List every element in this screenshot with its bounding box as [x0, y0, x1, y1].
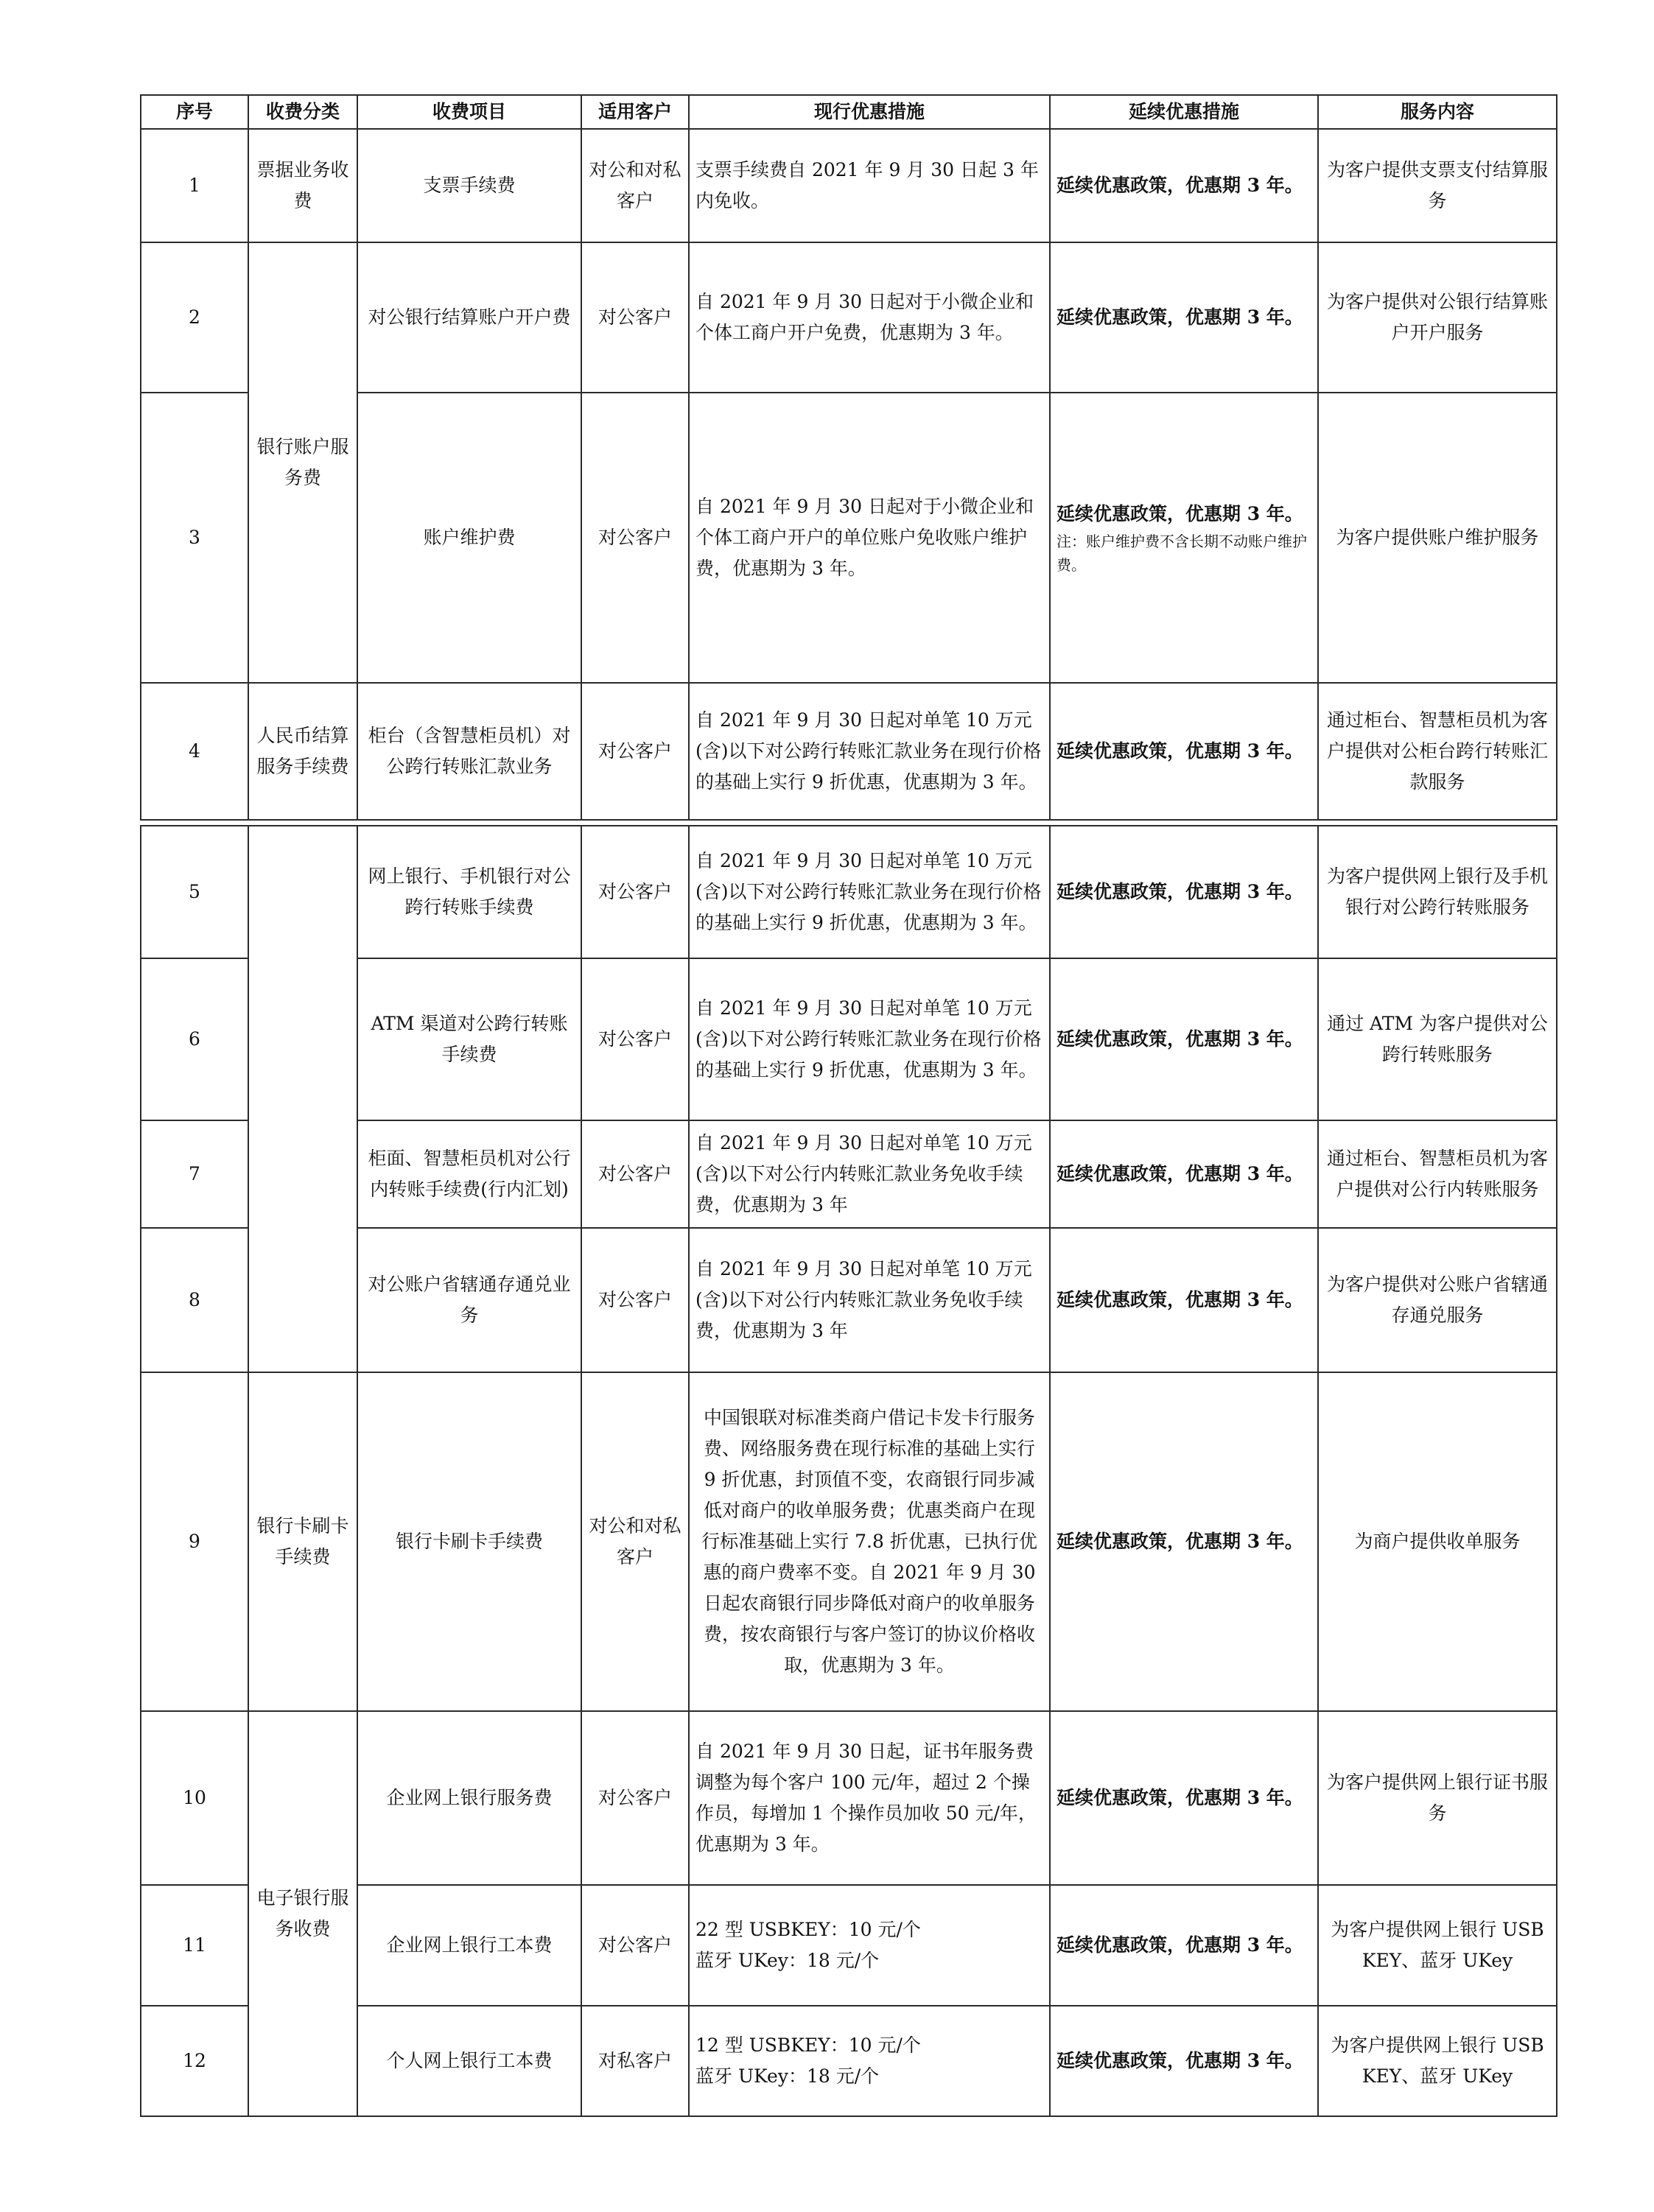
row-item: 柜面、智慧柜员机对公行内转账手续费(行内汇划): [357, 1120, 581, 1228]
row-current: 自 2021 年 9 月 30 日起对于小微企业和个体工商户开户的单位账户免收账户维护费，优惠期为 3 年。: [689, 393, 1050, 683]
row-customer: 对公客户: [581, 1228, 689, 1372]
row-service: 为客户提供对公银行结算账户开户服务: [1318, 242, 1557, 393]
row-extended: 延续优惠政策，优惠期 3 年。: [1050, 129, 1318, 242]
row-seq: 1: [141, 129, 248, 242]
table-row: [141, 1372, 1557, 1711]
fee-table-part-3: [140, 1372, 1557, 2117]
row-service: 为客户提供网上银行 USBKEY、蓝牙 UKey: [1318, 2006, 1557, 2116]
row-category: 银行卡刷卡手续费: [248, 1372, 357, 1711]
row-item: 对公账户省辖通存通兑业务: [357, 1228, 581, 1372]
table-row: [141, 242, 1557, 393]
row-service: 为商户提供收单服务: [1318, 1372, 1557, 1711]
table-row: [141, 129, 1557, 242]
row-seq: 8: [141, 1228, 248, 1372]
row-item: 银行卡刷卡手续费: [357, 1372, 581, 1711]
row-current: 支票手续费自 2021 年 9 月 30 日起 3 年内免收。: [689, 129, 1050, 242]
row-current: 自 2021 年 9 月 30 日起对单笔 10 万元(含)以下对公跨行转账汇款业务在现行价格的基础上实行 9 折优惠，优惠期为 3 年。: [689, 826, 1050, 958]
row-current-line: 12 型 USBKEY：10 元/个: [695, 2034, 921, 2056]
row-service: 通过柜台、智慧柜员机为客户提供对公柜台跨行转账汇款服务: [1318, 683, 1557, 820]
row-customer: 对公客户: [581, 1885, 689, 2006]
row-service: 通过 ATM 为客户提供对公跨行转账服务: [1318, 958, 1557, 1120]
row-category: [248, 826, 357, 1372]
row-extended: 延续优惠政策，优惠期 3 年。: [1050, 1372, 1318, 1711]
row-current: 自 2021 年 9 月 30 日起对于小微企业和个体工商户开户免费，优惠期为 3 年。: [689, 242, 1050, 393]
row-extended: 延续优惠政策，优惠期 3 年。: [1050, 1228, 1318, 1372]
row-customer: 对公客户: [581, 683, 689, 820]
row-current: 自 2021 年 9 月 30 日起，证书年服务费调整为每个客户 100 元/年，超过 2 个操作员，每增加 1 个操作员加收 50 元/年，优惠期为 3 年。: [689, 1711, 1050, 1885]
row-seq: 12: [141, 2006, 248, 2116]
row-seq: 11: [141, 1885, 248, 2006]
table-header-row: [141, 95, 1557, 129]
row-seq: 7: [141, 1120, 248, 1228]
row-customer: 对公客户: [581, 826, 689, 958]
row-current-line: 蓝牙 UKey：18 元/个: [695, 2065, 880, 2087]
table-row: [141, 683, 1557, 820]
row-service: 为客户提供网上银行 USBKEY、蓝牙 UKey: [1318, 1885, 1557, 2006]
row-customer: 对公和对私客户: [581, 129, 689, 242]
row-item: 企业网上银行工本费: [357, 1885, 581, 2006]
header-category: 收费分类: [248, 95, 357, 129]
header-customer: 适用客户: [581, 95, 689, 129]
row-seq: 9: [141, 1372, 248, 1711]
row-service: 为客户提供账户维护服务: [1318, 393, 1557, 683]
header-item: 收费项目: [357, 95, 581, 129]
row-customer: 对公客户: [581, 1711, 689, 1885]
row-current-cell: [689, 1885, 1050, 2006]
row-customer: 对公客户: [581, 393, 689, 683]
row-category: 人民币结算服务手续费: [248, 683, 357, 820]
row-customer: 对公和对私客户: [581, 1372, 689, 1711]
row-seq: 3: [141, 393, 248, 683]
row-service: 为客户提供支票支付结算服务: [1318, 129, 1557, 242]
row-extended: 延续优惠政策，优惠期 3 年。: [1056, 503, 1303, 524]
row-current-line: 蓝牙 UKey：18 元/个: [695, 1950, 880, 1971]
row-customer: 对公客户: [581, 1120, 689, 1228]
row-extended: 延续优惠政策，优惠期 3 年。: [1050, 1711, 1318, 1885]
row-seq: 6: [141, 958, 248, 1120]
row-seq: 2: [141, 242, 248, 393]
fee-table-part-2: [140, 825, 1557, 1373]
row-service: 为客户提供网上银行及手机银行对公跨行转账服务: [1318, 826, 1557, 958]
table-row: [141, 1711, 1557, 1885]
row-extended-note: 注：账户维护费不含长期不动账户维护费。: [1056, 533, 1307, 574]
row-item: 个人网上银行工本费: [357, 2006, 581, 2116]
row-item: 对公银行结算账户开户费: [357, 242, 581, 393]
fee-table-part-1: [140, 94, 1557, 821]
row-item: ATM 渠道对公跨行转账手续费: [357, 958, 581, 1120]
row-category: 电子银行服务收费: [248, 1711, 357, 2116]
row-current-line: 22 型 USBKEY：10 元/个: [695, 1919, 921, 1940]
row-extended: 延续优惠政策，优惠期 3 年。: [1050, 1120, 1318, 1228]
header-extended: 延续优惠措施: [1050, 95, 1318, 129]
row-item: 柜台（含智慧柜员机）对公跨行转账汇款业务: [357, 683, 581, 820]
row-seq: 5: [141, 826, 248, 958]
row-current: 自 2021 年 9 月 30 日起对单笔 10 万元(含)以下对公跨行转账汇款业务在现行价格的基础上实行 9 折优惠，优惠期为 3 年。: [689, 683, 1050, 820]
row-item: 企业网上银行服务费: [357, 1711, 581, 1885]
row-current: 自 2021 年 9 月 30 日起对单笔 10 万元(含)以下对公行内转账汇款业务免收手续费，优惠期为 3 年: [689, 1120, 1050, 1228]
row-extended: 延续优惠政策，优惠期 3 年。: [1050, 958, 1318, 1120]
row-category: 银行账户服务费: [248, 242, 357, 683]
row-current-cell: [689, 2006, 1050, 2116]
header-service: 服务内容: [1318, 95, 1557, 129]
row-current: 自 2021 年 9 月 30 日起对单笔 10 万元(含)以下对公行内转账汇款业务免收手续费，优惠期为 3 年: [689, 1228, 1050, 1372]
row-extended: 延续优惠政策，优惠期 3 年。: [1050, 683, 1318, 820]
row-service: 为客户提供网上银行证书服务: [1318, 1711, 1557, 1885]
row-customer: 对公客户: [581, 958, 689, 1120]
row-extended: 延续优惠政策，优惠期 3 年。: [1050, 826, 1318, 958]
row-seq: 10: [141, 1711, 248, 1885]
row-item: 网上银行、手机银行对公跨行转账手续费: [357, 826, 581, 958]
header-seq: 序号: [141, 95, 248, 129]
row-current: 中国银联对标准类商户借记卡发卡行服务费、网络服务费在现行标准的基础上实行 9 折优惠，封顶值不变，农商银行同步减低对商户的收单服务费；优惠类商户在现行标准基础上实行 7.8 折优惠，已执行优惠的商户费率不变。自 2021 年 9 月 30 日起农商银行同步降低对商户的收单服务费，按农商银行与客户签订的协议价格收取，优惠期为 3 年。: [689, 1372, 1050, 1711]
row-customer: 对公客户: [581, 242, 689, 393]
row-extended-cell: [1050, 393, 1318, 683]
row-service: 通过柜台、智慧柜员机为客户提供对公行内转账服务: [1318, 1120, 1557, 1228]
header-current: 现行优惠措施: [689, 95, 1050, 129]
row-extended: 延续优惠政策，优惠期 3 年。: [1050, 242, 1318, 393]
row-service: 为客户提供对公账户省辖通存通兑服务: [1318, 1228, 1557, 1372]
row-item: 支票手续费: [357, 129, 581, 242]
row-item: 账户维护费: [357, 393, 581, 683]
row-extended: 延续优惠政策，优惠期 3 年。: [1050, 2006, 1318, 2116]
row-category: 票据业务收费: [248, 129, 357, 242]
row-customer: 对私客户: [581, 2006, 689, 2116]
row-seq: 4: [141, 683, 248, 820]
table-row: [141, 826, 1557, 958]
row-current: 自 2021 年 9 月 30 日起对单笔 10 万元(含)以下对公跨行转账汇款业务在现行价格的基础上实行 9 折优惠，优惠期为 3 年。: [689, 958, 1050, 1120]
row-extended: 延续优惠政策，优惠期 3 年。: [1050, 1885, 1318, 2006]
